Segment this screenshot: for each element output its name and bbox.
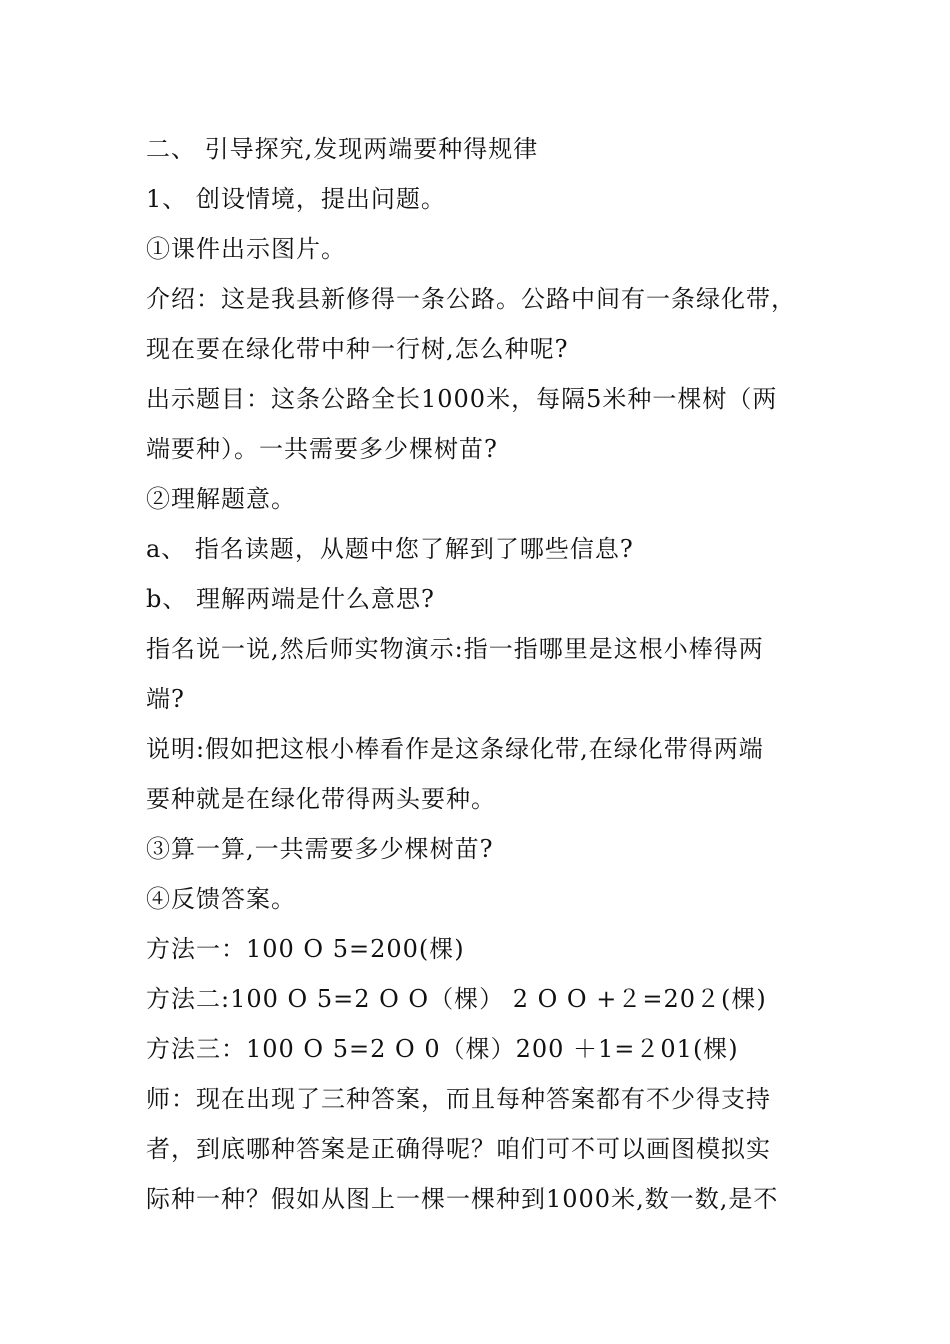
text-line: 现在要在绿化带中种一行树,怎么种呢? (146, 335, 569, 363)
text-line: 指名说一说,然后师实物演示:指一指哪里是这根小棒得两 (146, 635, 764, 663)
text-line: 说明:假如把这根小棒看作是这条绿化带,在绿化带得两端 (146, 735, 764, 763)
text-line: 际种一种？假如从图上一棵一棵种到1000米,数一数,是不 (146, 1185, 779, 1213)
text-line: ③算一算,一共需要多少棵树苗? (146, 835, 494, 863)
text-line: 介绍：这是我县新修得一条公路。公路中间有一条绿化带， (146, 285, 796, 313)
step-heading: 1、 创设情境，提出问题。 (146, 185, 446, 213)
text-line: 师：现在出现了三种答案，而且每种答案都有不少得支持 (146, 1085, 771, 1113)
method-two: 方法二:100 O 5=2 O O（棵） 2 O O +２=20２(棵) (146, 985, 767, 1013)
text-line: 要种就是在绿化带得两头要种。 (146, 785, 496, 813)
method-three: 方法三：100 O 5=2 O 0（棵）200 ＋1=２01(棵) (146, 1035, 739, 1063)
text-line: a、 指名读题，从题中您了解到了哪些信息? (146, 535, 634, 563)
method-one: 方法一：100 O 5=200(棵) (146, 935, 465, 963)
text-line: 端要种）。一共需要多少棵树苗? (146, 435, 498, 463)
text-line: 出示题目：这条公路全长1000米，每隔5米种一棵树（两 (146, 385, 778, 413)
text-line: ④反馈答案。 (146, 885, 296, 913)
section-heading: 二、 引导探究,发现两端要种得规律 (146, 135, 539, 163)
text-line: ①课件出示图片。 (146, 235, 346, 263)
text-line: 端? (146, 685, 185, 713)
text-line: ②理解题意。 (146, 485, 296, 513)
text-line: b、 理解两端是什么意思? (146, 585, 435, 613)
text-line: 者，到底哪种答案是正确得呢？咱们可不可以画图模拟实 (146, 1135, 771, 1163)
